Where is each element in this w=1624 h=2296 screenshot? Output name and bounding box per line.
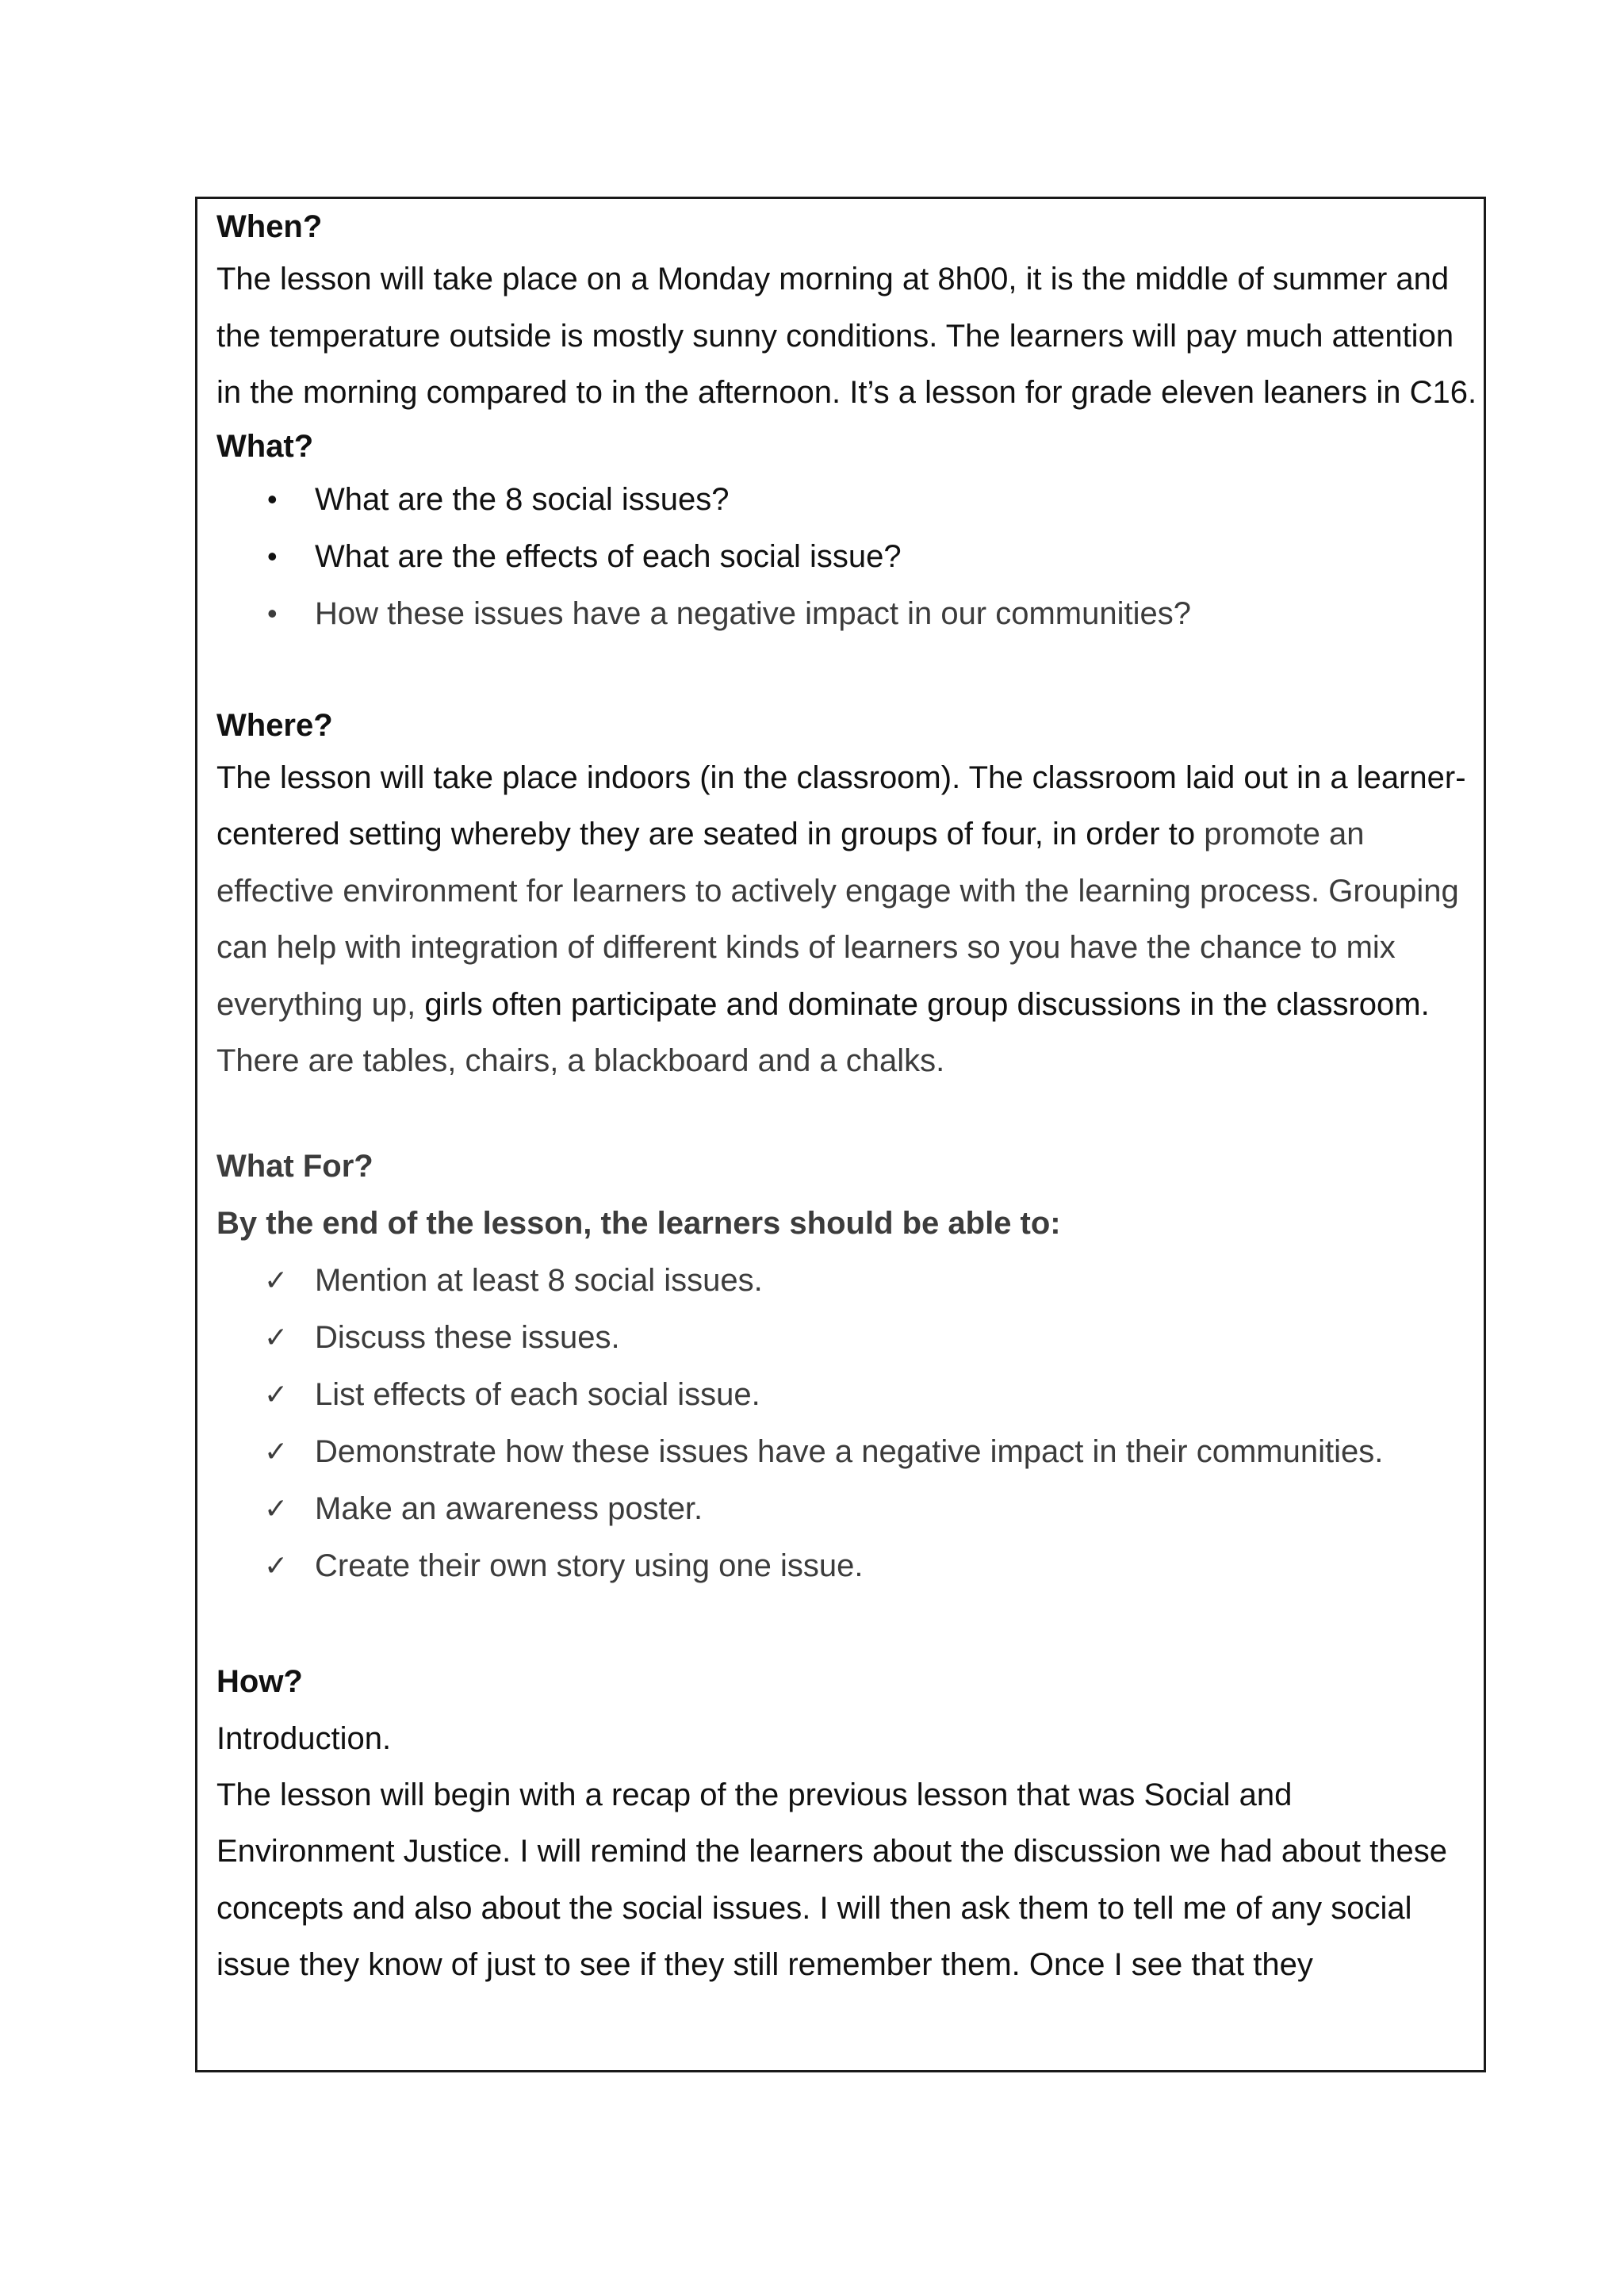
when-text: The lesson will take place on a Monday morning at 8h00, it is the middle of summer and the temperature outside is mostly sunny conditions. The learners will pay much attention in the morning compared to in the afternoon. It’s a lesson for grade eleven leaners in C16. xyxy=(216,262,1477,410)
check-icon: ✓ xyxy=(264,1434,289,1468)
list-item-text: Discuss these issues. xyxy=(315,1319,620,1355)
where-text-part2: promote an effective environment for learners to actively engage with the learning process. Grouping can help with integration of different kinds of learners so you have the chance to mix everything up, xyxy=(216,817,1459,1022)
list-item-text: Create their own story using one issue. xyxy=(315,1548,864,1583)
where-text-part1: The lesson will take place indoors (in the classroom). The classroom laid out in a learner-centered setting whereby they are seated in groups of four, in order to xyxy=(216,760,1466,851)
check-icon: ✓ xyxy=(264,1548,289,1582)
how-heading: How? xyxy=(216,1663,303,1699)
list-item-text: Demonstrate how these issues have a negative impact in their communities. xyxy=(315,1433,1384,1469)
list-item xyxy=(216,1480,1477,1537)
what-heading: What? xyxy=(216,428,314,464)
list-item-text: Make an awareness poster. xyxy=(315,1490,703,1526)
what-for-heading: What For? xyxy=(216,1148,373,1184)
list-item-text: How these issues have a negative impact in our communities? xyxy=(315,595,1191,631)
list-item-text: What are the 8 social issues? xyxy=(315,481,730,517)
where-text-part3: girls often participate and dominate group discussions in the classroom. xyxy=(424,986,1430,1022)
list-item-text: List effects of each social issue. xyxy=(315,1376,760,1412)
list-item xyxy=(216,1366,1477,1423)
list-item xyxy=(216,471,1477,528)
list-item xyxy=(216,1537,1477,1594)
check-icon: ✓ xyxy=(264,1320,289,1353)
check-icon: ✓ xyxy=(264,1263,289,1296)
how-intro-label: Introduction. xyxy=(216,1720,392,1756)
lesson-plan-content xyxy=(216,202,1477,1994)
lesson-plan-box xyxy=(195,197,1486,2072)
where-text xyxy=(216,750,1477,1090)
bullet-icon: • xyxy=(267,596,278,629)
when-heading: When? xyxy=(216,209,323,244)
list-item xyxy=(216,528,1477,585)
how-text: The lesson will begin with a recap of the previous lesson that was Social and Environment Justice. I will remind the learners about the discussion we had about these concepts and also about the social issues. I will then ask them to tell me of any social issue they know of just to see if they still remember them. Once I see that they xyxy=(216,1777,1447,1982)
list-item-text: Mention at least 8 social issues. xyxy=(315,1262,763,1298)
bullet-icon: • xyxy=(267,482,278,515)
bullet-icon: • xyxy=(267,539,278,572)
check-icon: ✓ xyxy=(264,1491,289,1525)
what-for-subheading: By the end of the lesson, the learners should be able to: xyxy=(216,1205,1061,1241)
list-item xyxy=(216,1309,1477,1366)
where-heading: Where? xyxy=(216,707,333,743)
what-list xyxy=(216,471,1477,642)
list-item xyxy=(216,1252,1477,1309)
where-text-part4: There are tables, chairs, a blackboard and a chalks. xyxy=(216,1043,945,1078)
check-icon: ✓ xyxy=(264,1377,289,1410)
objectives-list xyxy=(216,1252,1477,1594)
list-item xyxy=(216,1423,1477,1480)
list-item-text: What are the effects of each social issue? xyxy=(315,538,902,574)
list-item xyxy=(216,585,1477,642)
